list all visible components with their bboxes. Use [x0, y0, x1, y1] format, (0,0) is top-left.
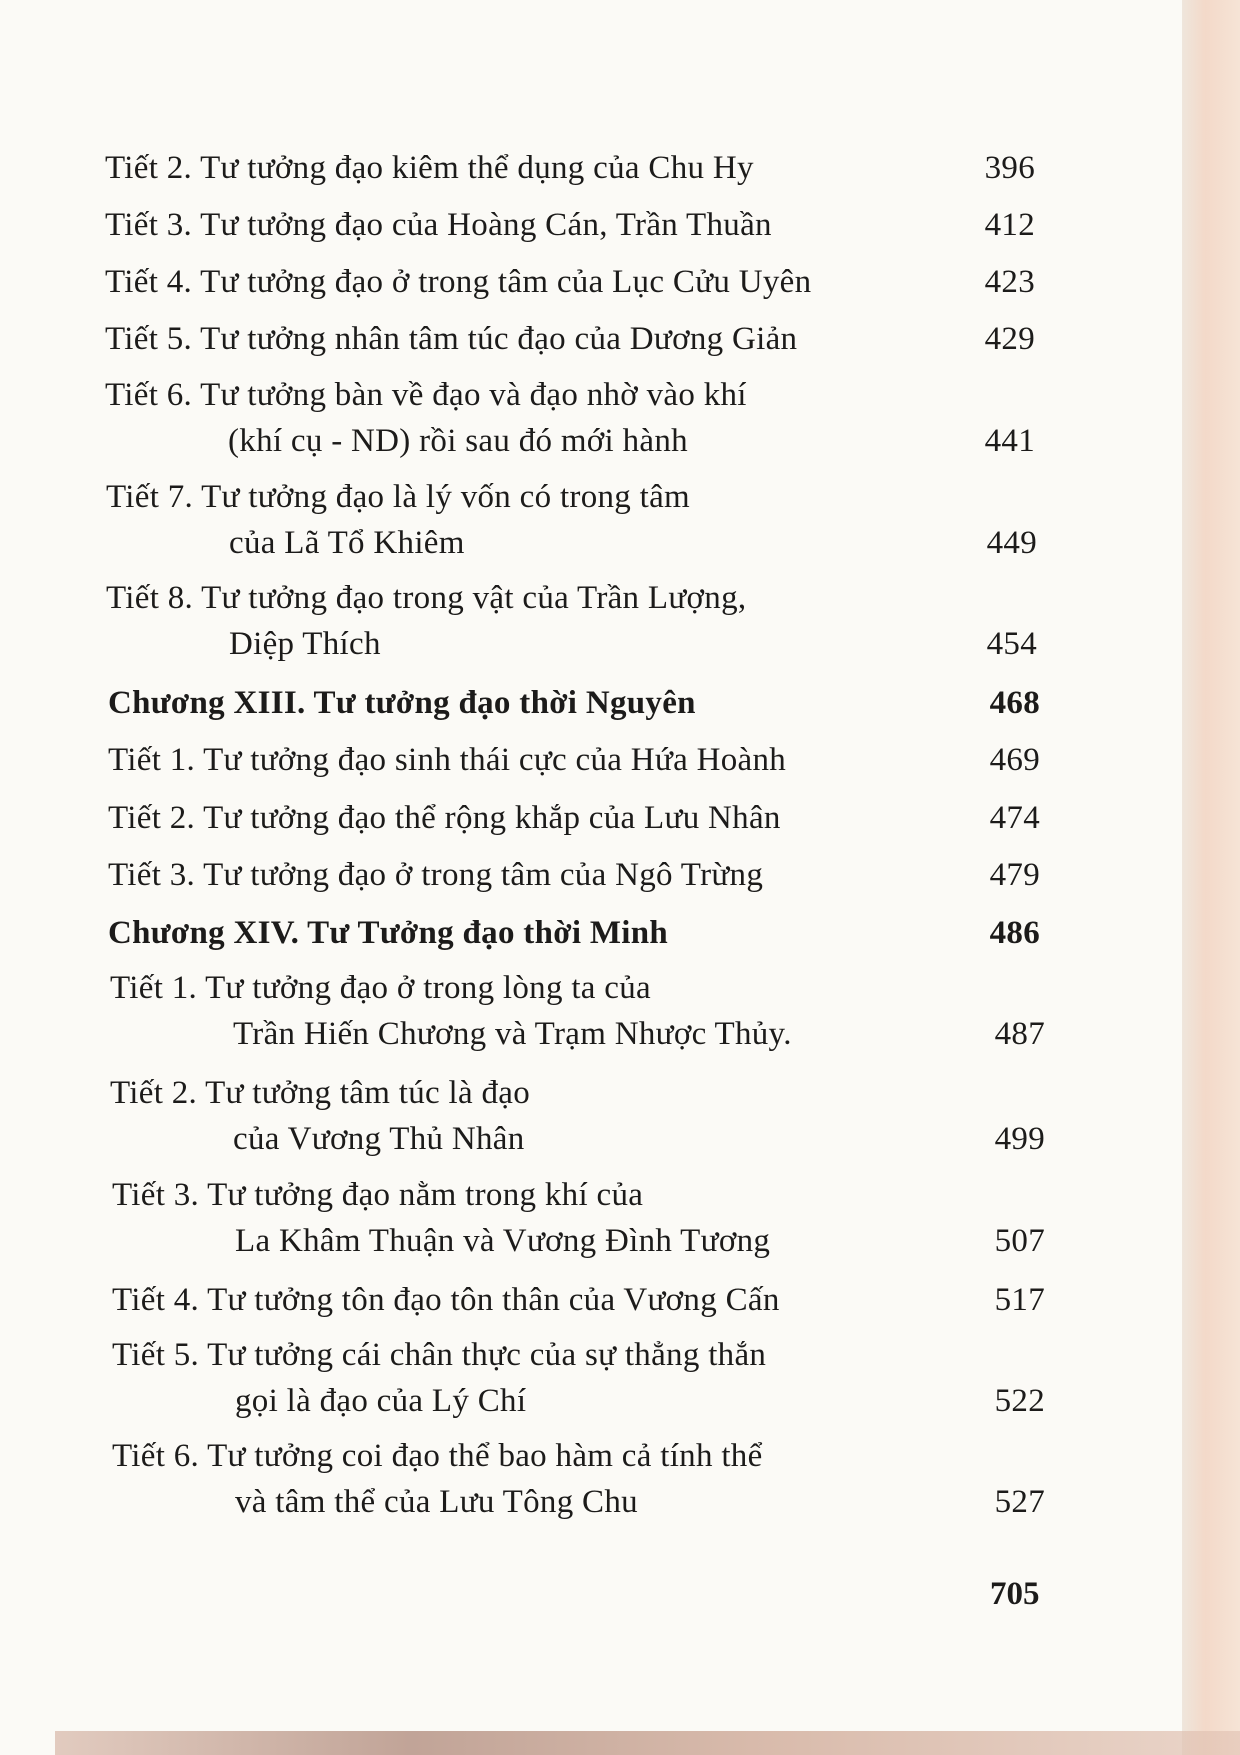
entry-title-line	[105, 202, 1035, 248]
toc-chapter-entry	[108, 910, 1040, 956]
entry-title-line	[108, 795, 1040, 841]
entry-title-text: Trần Hiến Chương và Trạm Nhược Thủy.	[233, 1016, 792, 1052]
toc-chapter-entry	[108, 680, 1040, 726]
entry-page-number: 423	[984, 264, 1035, 300]
entry-title-text: Tư Tưởng đạo thời Minh	[307, 915, 669, 951]
entry-title-line	[105, 316, 1035, 362]
entry-title-text: Diệp Thích	[229, 626, 381, 662]
entry-title-text: Tư tưởng đạo trong vật của Trần Lượng,	[201, 580, 747, 616]
entry-title-text: Tư tưởng đạo kiêm thể dụng của Chu Hy	[200, 150, 754, 186]
toc-section-entry	[105, 202, 1035, 248]
entry-page-number: 449	[986, 525, 1037, 561]
toc-section-entry	[108, 795, 1040, 841]
toc-section-entry	[112, 1277, 1045, 1323]
entry-page-number: 522	[994, 1383, 1045, 1419]
entry-label: Tiết 2.	[105, 150, 193, 186]
entry-title-line	[105, 372, 1035, 418]
entry-title-text: và tâm thể của Lưu Tông Chu	[235, 1484, 638, 1520]
entry-page-number: 487	[994, 1016, 1045, 1052]
entry-page-number: 479	[989, 857, 1040, 893]
entry-title-text: của Vương Thủ Nhân	[233, 1121, 525, 1157]
entry-title-text: Tư tưởng đạo thời Nguyên	[313, 685, 696, 721]
entry-label: Tiết 5.	[105, 321, 193, 357]
toc-section-entry	[106, 575, 1037, 667]
page-edge	[1182, 0, 1240, 1755]
entry-page-number: 396	[984, 150, 1035, 186]
entry-page-number: 474	[989, 800, 1040, 836]
entry-label: Tiết 7.	[106, 479, 194, 515]
entry-label: Tiết 1.	[110, 970, 198, 1006]
toc-section-entry	[110, 1070, 1045, 1162]
toc-section-entry	[106, 474, 1037, 566]
entry-title-text: Tư tưởng đạo ở trong tâm của Ngô Trừng	[203, 857, 764, 893]
toc-section-entry	[112, 1332, 1045, 1424]
entry-title-line	[110, 965, 1045, 1011]
entry-page-number: 507	[994, 1223, 1045, 1259]
entry-label: Tiết 1.	[108, 742, 196, 778]
entry-page-number: 429	[984, 321, 1035, 357]
entry-title-line	[106, 474, 1037, 520]
entry-label: Tiết 5.	[112, 1337, 200, 1373]
entry-title-continuation	[112, 1378, 1045, 1424]
entry-title-continuation	[112, 1218, 1045, 1264]
toc-section-entry	[105, 316, 1035, 362]
entry-title-text: Tư tưởng nhân tâm túc đạo của Dương Giản	[200, 321, 798, 357]
entry-title-line	[105, 259, 1035, 305]
entry-page-number: 499	[994, 1121, 1045, 1157]
entry-title-text: (khí cụ - ND) rồi sau đó mới hành	[228, 423, 688, 459]
entry-title-line	[112, 1172, 1045, 1218]
toc-section-entry	[112, 1172, 1045, 1264]
entry-label: Tiết 6.	[112, 1438, 200, 1474]
entry-title-continuation	[106, 621, 1037, 667]
entry-page-number: 441	[984, 423, 1035, 459]
entry-label: Tiết 2.	[110, 1075, 198, 1111]
toc-section-entry	[108, 852, 1040, 898]
entry-page-number: 454	[986, 626, 1037, 662]
entry-title-line	[108, 737, 1040, 783]
entry-label: Tiết 4.	[105, 264, 193, 300]
entry-label: Tiết 8.	[106, 580, 194, 616]
entry-title-text: Tư tưởng tâm túc là đạo	[205, 1075, 531, 1111]
toc-section-entry	[105, 145, 1035, 191]
entry-label: Chương XIV.	[108, 915, 300, 951]
entry-title-continuation	[105, 418, 1035, 464]
entry-title-text: của Lã Tổ Khiêm	[229, 525, 465, 561]
entry-label: Tiết 3.	[108, 857, 196, 893]
entry-page-number: 527	[994, 1484, 1045, 1520]
entry-title-line	[112, 1277, 1045, 1323]
entry-title-line	[108, 910, 1040, 956]
entry-title-line	[108, 680, 1040, 726]
entry-label: Tiết 3.	[112, 1177, 200, 1213]
toc-section-entry	[112, 1433, 1045, 1525]
entry-title-text: Tư tưởng đạo nằm trong khí của	[207, 1177, 644, 1213]
entry-title-line	[106, 575, 1037, 621]
entry-page-number: 486	[989, 915, 1040, 951]
toc-section-entry	[105, 372, 1035, 464]
entry-page-number: 469	[989, 742, 1040, 778]
entry-page-number: 412	[984, 207, 1035, 243]
entry-title-continuation	[110, 1011, 1045, 1057]
page-number: 705	[990, 1576, 1040, 1612]
entry-title-text: gọi là đạo của Lý Chí	[235, 1383, 527, 1419]
entry-title-text: Tư tưởng tôn đạo tôn thân của Vương Cấn	[207, 1282, 780, 1318]
entry-title-text: Tư tưởng coi đạo thể bao hàm cả tính thể	[207, 1438, 763, 1474]
entry-title-text: Tư tưởng cái chân thực của sự thẳng thắn	[207, 1337, 767, 1373]
entry-title-text: La Khâm Thuận và Vương Đình Tương	[235, 1223, 771, 1259]
entry-label: Tiết 2.	[108, 800, 196, 836]
entry-title-line	[110, 1070, 1045, 1116]
entry-label: Tiết 4.	[112, 1282, 200, 1318]
entry-title-continuation	[112, 1479, 1045, 1525]
entry-label: Tiết 3.	[105, 207, 193, 243]
entry-label: Tiết 6.	[105, 377, 193, 413]
entry-title-line	[108, 852, 1040, 898]
entry-title-text: Tư tưởng đạo ở trong tâm của Lục Cửu Uyên	[200, 264, 812, 300]
toc-section-entry	[110, 965, 1045, 1057]
entry-title-text: Tư tưởng đạo ở trong lòng ta của	[205, 970, 651, 1006]
entry-title-line	[112, 1433, 1045, 1479]
entry-title-continuation	[110, 1116, 1045, 1162]
entry-title-line	[112, 1332, 1045, 1378]
entry-page-number: 468	[989, 685, 1040, 721]
entry-label: Chương XIII.	[108, 685, 306, 721]
toc-section-entry	[105, 259, 1035, 305]
toc-section-entry	[108, 737, 1040, 783]
entry-title-line	[105, 145, 1035, 191]
entry-page-number: 517	[994, 1282, 1045, 1318]
entry-title-text: Tư tưởng đạo thể rộng khắp của Lưu Nhân	[203, 800, 781, 836]
entry-title-text: Tư tưởng đạo của Hoàng Cán, Trần Thuần	[200, 207, 772, 243]
entry-title-text: Tư tưởng đạo sinh thái cực của Hứa Hoành	[203, 742, 787, 778]
entry-title-text: Tư tưởng đạo là lý vốn có trong tâm	[201, 479, 691, 515]
entry-title-continuation	[106, 520, 1037, 566]
entry-title-text: Tư tưởng bàn về đạo và đạo nhờ vào khí	[200, 377, 747, 413]
